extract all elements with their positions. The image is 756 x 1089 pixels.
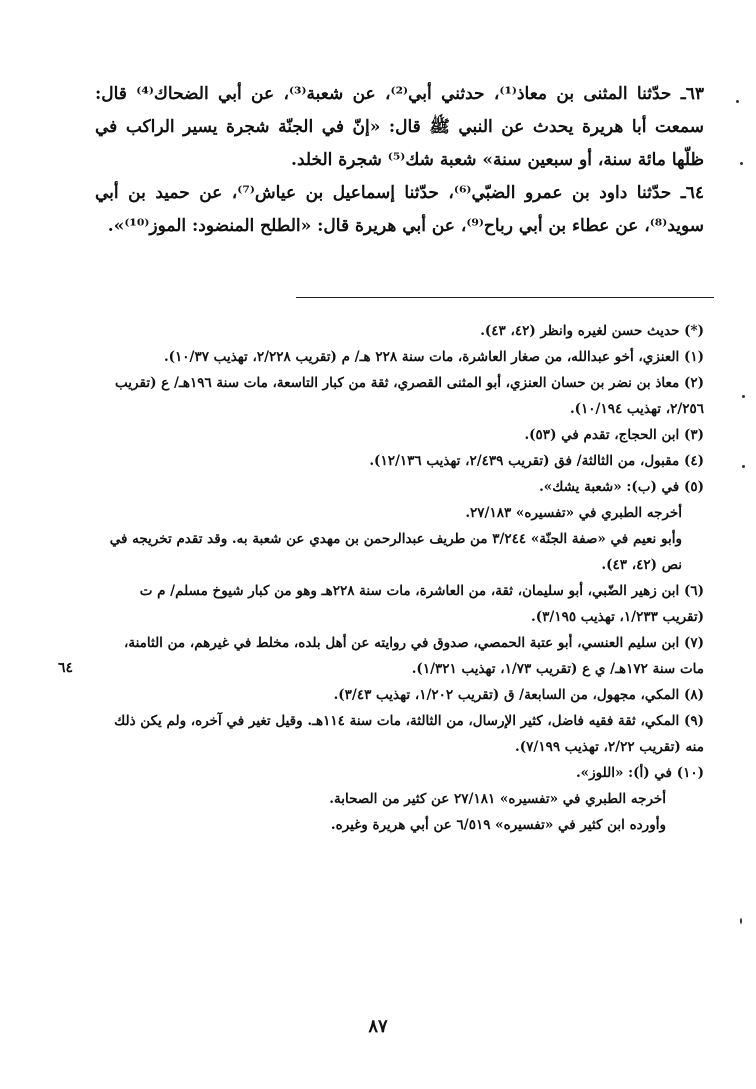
footnote-7: (٧) ابن سليم العنسي، أبو عتبة الحمصي، صدوق في روايته عن أهل بلده، مخلط في غيرهم، من الثامنة، مات سنة ١٧٢هـ/ ي ع (تقريب ١/٧٣، تهذيب ١/٣٢١).: [123, 635, 704, 677]
page-number: ٨٧: [368, 1016, 388, 1037]
footnote-5: (٥) في (ب): «شعبة يشك».: [539, 479, 704, 495]
footnote-5-source-1: أخرجه الطبري في «تفسيره» ٢٧/١٨٣.: [465, 505, 682, 521]
hadith-64: ٦٤ـ حدّثنا داود بن عمرو الضبّي⁽⁶⁾، حدّثنا إسماعيل بن عياش⁽⁷⁾، عن حميد بن أبي سويد⁽⁸⁾، عن عطاء بن أبي رباح⁽⁹⁾، عن أبي هريرة قال: «الطلح المنضود: الموز⁽¹⁰⁾».: [95, 183, 705, 236]
footnote-6: (٦) ابن زهير الضّبي، أبو سليمان، ثقة، من العاشرة، مات سنة ٢٢٨هـ وهو من كبار شيوخ مسلم/ م ت (تقريب ١/٢٣٣، تهذيب ٣/١٩٥).: [139, 583, 704, 625]
margin-number: ٦٤: [58, 660, 74, 676]
footnote-8: (٨) المكي، مجهول، من السابعة/ ق (تقريب ١/٢٠٢، تهذيب ٣/٤٣).: [333, 687, 704, 703]
footnote-5-source-2: وأبو نعيم في «صفة الجنّة» ٣/٢٤٤ من طريف عبدالرحمن بن مهدي عن شعبة به. وقد تقدم تخريجه في نص (٤٢، ٤٣).: [109, 531, 682, 573]
scan-speck: [740, 918, 742, 924]
footnote-10-source-1: أخرجه الطبري في «تفسيره» ٢٧/١٨١ عن كثير من الصحابة.: [329, 791, 666, 807]
hadith-63: ٦٣ـ حدّثنا المثنى بن معاذ⁽¹⁾، حدثني أبي⁽²⁾، عن شعبة⁽³⁾، عن أبي الضحاك⁽⁴⁾ قال: سمعت أبا هريرة يحدث عن النبي ﷺ قال: «إنّ في الجنّة شجرة يسير الراكب في ظلّها مائة سنة، أو سبعين سنة» شعبة شك⁽⁵⁾ شجرة الخلد.: [95, 84, 704, 170]
footnote-1: (١) العنزي، أخو عبدالله، من صغار العاشرة، مات سنة ٢٢٨ هـ/ م (تقريب ٢/٢٢٨، تهذيب ١٠/٣٧).: [163, 349, 704, 365]
footnote-2: (٢) معاذ بن نضر بن حسان العنزي، أبو المثنى القصري، ثقة من كبار التاسعة، مات سنة ١٩٦هـ/ ع (تقريب ٢/٢٥٦، تهذيب ١٠/١٩٤).: [115, 375, 704, 417]
scan-speck: [740, 162, 743, 165]
scan-speck: [742, 395, 745, 398]
scan-speck: [742, 465, 745, 468]
footnote-divider: [296, 297, 714, 298]
footnotes: [100, 318, 704, 838]
footnote-10-source-2: وأورده ابن كثير في «تفسيره» ٦/٥١٩ عن أبي هريرة وغيره.: [330, 817, 666, 833]
footnote-10: (١٠) في (أ): «اللوز».: [575, 765, 704, 781]
footnote-4: (٤) مقبول، من الثالثة/ فق (تقريب ٢/٤٣٩، تهذيب ١٢/١٣٦).: [369, 453, 704, 469]
footnote-star: (*) حديث حسن لغيره وانظر (٤٢، ٤٣).: [480, 323, 704, 339]
footnote-3: (٣) ابن الحجاج، تقدم في (٥٣).: [524, 427, 704, 443]
main-text: [95, 78, 704, 243]
scan-speck: [736, 100, 739, 103]
footnote-9: (٩) المكي، ثقة فقيه فاضل، كثير الإرسال، من الثالثة، مات سنة ١١٤هـ. وقيل تغير في آخره، ولم يكن ذلك منه (تقريب ٢/٢٢، تهذيب ٧/١٩٩).: [114, 713, 704, 755]
